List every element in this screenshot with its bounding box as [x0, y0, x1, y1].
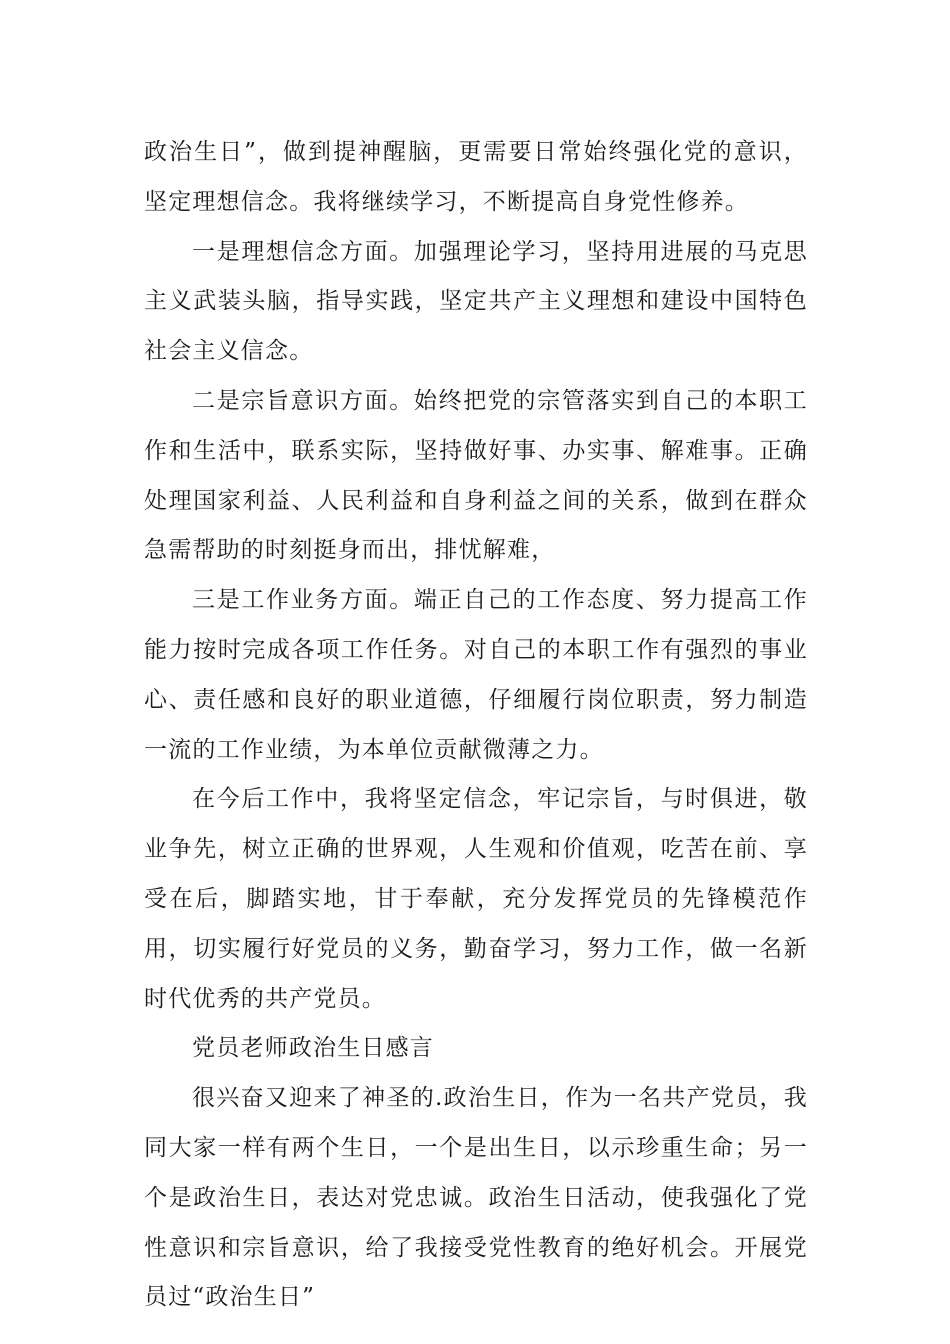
paragraph-purpose-awareness: 二是宗旨意识方面。始终把党的宗管落实到自己的本职工作和生活中，联系实际，坚持做好事、办实事、解难事。正确处理国家利益、人民利益和自身利益之间的关系，做到在群众急需帮助的时刻挺身而出，排忧解难，: [144, 387, 808, 564]
document-body: [144, 128, 808, 1323]
section-heading: 党员老师政治生日感言: [192, 1035, 434, 1062]
paragraph-continuation: 政治生日”，做到提神醒脑，更需要日常始终强化党的意识，坚定理想信念。我将继续学习，不断提高自身党性修养。: [144, 139, 808, 215]
paragraph-political-birthday: 很兴奋又迎来了神圣的.政治生日，作为一名共产党员，我同大家一样有两个生日，一个是出生日，以示珍重生命；另一个是政治生日，表达对党忠诚。政治生日活动，使我强化了党性意识和宗旨意识，给了我接受党性教育的绝好机会。开展党员过“政治生日”: [144, 1085, 808, 1311]
paragraph-future-work: 在今后工作中，我将坚定信念，牢记宗旨，与时俱进，敬业争先，树立正确的世界观，人生观和价值观，吃苦在前、享受在后，脚踏实地，甘于奉献，充分发挥党员的先锋模范作用，切实履行好党员的义务，勤奋学习，努力工作，做一名新时代优秀的共产党员。: [144, 786, 808, 1012]
paragraph-ideals-beliefs: 一是理想信念方面。加强理论学习，坚持用进展的马克思主义武装头脑，指导实践，坚定共产主义理想和建设中国特色社会主义信念。: [144, 238, 808, 365]
paragraph-work-business: 三是工作业务方面。端正自己的工作态度、努力提高工作能力按时完成各项工作任务。对自己的本职工作有强烈的事业心、责任感和良好的职业道德，仔细履行岗位职责，努力制造一流的工作业绩，为本单位贡献微薄之力。: [144, 587, 808, 763]
